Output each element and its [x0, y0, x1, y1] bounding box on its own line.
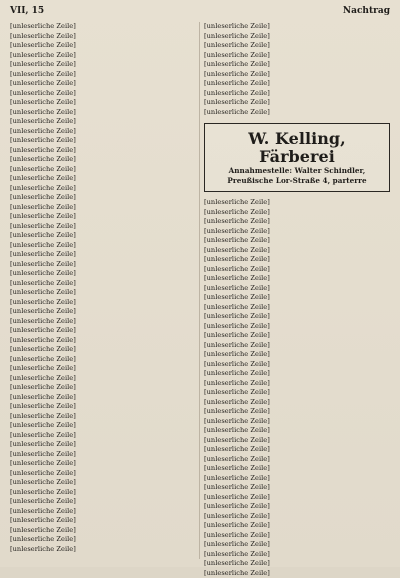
- text-line: [unleserliche Zeile]: [10, 450, 196, 460]
- text-line: [unleserliche Zeile]: [204, 32, 390, 42]
- text-line: [unleserliche Zeile]: [204, 388, 390, 398]
- advertisement-line: Annahmestelle: Walter Schindler,: [211, 166, 383, 176]
- text-line: [unleserliche Zeile]: [10, 174, 196, 184]
- text-line: [unleserliche Zeile]: [10, 307, 196, 317]
- text-line: [unleserliche Zeile]: [204, 493, 390, 503]
- text-line: [unleserliche Zeile]: [204, 108, 390, 118]
- text-line: [unleserliche Zeile]: [10, 98, 196, 108]
- text-line: [unleserliche Zeile]: [204, 51, 390, 61]
- text-line: [unleserliche Zeile]: [10, 497, 196, 507]
- text-line: [unleserliche Zeile]: [204, 540, 390, 550]
- text-line: [unleserliche Zeile]: [204, 483, 390, 493]
- text-line: [unleserliche Zeile]: [204, 89, 390, 99]
- text-line: [unleserliche Zeile]: [10, 51, 196, 61]
- text-line: [unleserliche Zeile]: [10, 260, 196, 270]
- page-number: VII, 15: [10, 6, 44, 16]
- text-line: [unleserliche Zeile]: [10, 117, 196, 127]
- text-line: [unleserliche Zeile]: [204, 426, 390, 436]
- text-line: [unleserliche Zeile]: [204, 79, 390, 89]
- text-line: [unleserliche Zeile]: [204, 322, 390, 332]
- text-line: [unleserliche Zeile]: [10, 431, 196, 441]
- text-line: [unleserliche Zeile]: [204, 550, 390, 560]
- text-line: [unleserliche Zeile]: [10, 108, 196, 118]
- text-line: [unleserliche Zeile]: [204, 512, 390, 522]
- text-line: [unleserliche Zeile]: [204, 227, 390, 237]
- text-line: [unleserliche Zeile]: [204, 208, 390, 218]
- text-line: [unleserliche Zeile]: [204, 417, 390, 427]
- text-line: [unleserliche Zeile]: [204, 569, 390, 578]
- text-line: [unleserliche Zeile]: [204, 379, 390, 389]
- text-line: [unleserliche Zeile]: [10, 279, 196, 289]
- text-line: [unleserliche Zeile]: [10, 421, 196, 431]
- text-line: [unleserliche Zeile]: [10, 70, 196, 80]
- text-line: [unleserliche Zeile]: [10, 317, 196, 327]
- text-line: [unleserliche Zeile]: [204, 559, 390, 569]
- text-line: [unleserliche Zeile]: [204, 312, 390, 322]
- text-line: [unleserliche Zeile]: [10, 136, 196, 146]
- advertisement-box: [204, 123, 390, 192]
- text-line: [unleserliche Zeile]: [10, 41, 196, 51]
- text-line: [unleserliche Zeile]: [204, 60, 390, 70]
- text-line: [unleserliche Zeile]: [204, 265, 390, 275]
- text-line: [unleserliche Zeile]: [204, 407, 390, 417]
- text-line: [unleserliche Zeile]: [10, 459, 196, 469]
- text-line: [unleserliche Zeile]: [204, 474, 390, 484]
- text-line: [unleserliche Zeile]: [10, 203, 196, 213]
- text-line: [unleserliche Zeile]: [204, 303, 390, 313]
- left-column: [10, 22, 196, 559]
- text-line: [unleserliche Zeile]: [10, 364, 196, 374]
- text-line: [unleserliche Zeile]: [10, 374, 196, 384]
- text-line: [unleserliche Zeile]: [10, 355, 196, 365]
- text-line: [unleserliche Zeile]: [10, 526, 196, 536]
- text-line: [unleserliche Zeile]: [10, 146, 196, 156]
- text-line: [unleserliche Zeile]: [10, 535, 196, 545]
- text-line: [unleserliche Zeile]: [204, 246, 390, 256]
- text-line: [unleserliche Zeile]: [10, 89, 196, 99]
- text-line: [unleserliche Zeile]: [204, 274, 390, 284]
- text-line: [unleserliche Zeile]: [204, 502, 390, 512]
- text-line: [unleserliche Zeile]: [204, 331, 390, 341]
- text-line: [unleserliche Zeile]: [204, 255, 390, 265]
- page-header: [10, 6, 390, 20]
- text-line: [unleserliche Zeile]: [10, 507, 196, 517]
- text-line: [unleserliche Zeile]: [10, 127, 196, 137]
- text-line: [unleserliche Zeile]: [10, 345, 196, 355]
- advertisement-line: Preußische Lor-Straße 4, parterre: [211, 176, 383, 186]
- text-line: [unleserliche Zeile]: [204, 98, 390, 108]
- text-line: [unleserliche Zeile]: [204, 293, 390, 303]
- text-line: [unleserliche Zeile]: [10, 383, 196, 393]
- text-line: [unleserliche Zeile]: [10, 184, 196, 194]
- advertisement-title: W. Kelling, Färberei: [211, 130, 383, 166]
- text-line: [unleserliche Zeile]: [10, 79, 196, 89]
- text-line: [unleserliche Zeile]: [204, 360, 390, 370]
- text-line: [unleserliche Zeile]: [10, 545, 196, 555]
- text-line: [unleserliche Zeile]: [204, 236, 390, 246]
- text-line: [unleserliche Zeile]: [10, 60, 196, 70]
- text-line: [unleserliche Zeile]: [204, 436, 390, 446]
- text-line: [unleserliche Zeile]: [204, 455, 390, 465]
- text-line: [unleserliche Zeile]: [204, 284, 390, 294]
- text-line: [unleserliche Zeile]: [10, 336, 196, 346]
- text-line: [unleserliche Zeile]: [10, 212, 196, 222]
- text-line: [unleserliche Zeile]: [10, 440, 196, 450]
- text-line: [unleserliche Zeile]: [204, 521, 390, 531]
- text-line: [unleserliche Zeile]: [10, 231, 196, 241]
- text-line: [unleserliche Zeile]: [10, 393, 196, 403]
- text-line: [unleserliche Zeile]: [204, 217, 390, 227]
- text-line: [unleserliche Zeile]: [10, 478, 196, 488]
- text-line: [unleserliche Zeile]: [10, 298, 196, 308]
- text-line: [unleserliche Zeile]: [204, 369, 390, 379]
- text-line: [unleserliche Zeile]: [10, 22, 196, 32]
- text-line: [unleserliche Zeile]: [10, 288, 196, 298]
- text-line: [unleserliche Zeile]: [204, 531, 390, 541]
- text-line: [unleserliche Zeile]: [10, 241, 196, 251]
- text-line: [unleserliche Zeile]: [10, 469, 196, 479]
- text-line: [unleserliche Zeile]: [204, 198, 390, 208]
- text-line: [unleserliche Zeile]: [10, 412, 196, 422]
- text-line: [unleserliche Zeile]: [204, 22, 390, 32]
- text-line: [unleserliche Zeile]: [204, 398, 390, 408]
- text-line: [unleserliche Zeile]: [10, 155, 196, 165]
- text-line: [unleserliche Zeile]: [204, 350, 390, 360]
- text-line: [unleserliche Zeile]: [204, 464, 390, 474]
- text-line: [unleserliche Zeile]: [204, 41, 390, 51]
- column-divider: [199, 22, 200, 559]
- text-line: [unleserliche Zeile]: [204, 70, 390, 80]
- text-line: [unleserliche Zeile]: [10, 193, 196, 203]
- text-line: [unleserliche Zeile]: [10, 402, 196, 412]
- text-line: [unleserliche Zeile]: [10, 488, 196, 498]
- text-line: [unleserliche Zeile]: [10, 222, 196, 232]
- right-column: [204, 22, 390, 559]
- text-line: [unleserliche Zeile]: [204, 445, 390, 455]
- text-line: [unleserliche Zeile]: [10, 165, 196, 175]
- text-line: [unleserliche Zeile]: [10, 326, 196, 336]
- text-line: [unleserliche Zeile]: [204, 341, 390, 351]
- text-line: [unleserliche Zeile]: [10, 269, 196, 279]
- text-line: [unleserliche Zeile]: [10, 32, 196, 42]
- text-line: [unleserliche Zeile]: [10, 250, 196, 260]
- text-line: [unleserliche Zeile]: [10, 516, 196, 526]
- section-title: Nachtrag: [343, 6, 390, 16]
